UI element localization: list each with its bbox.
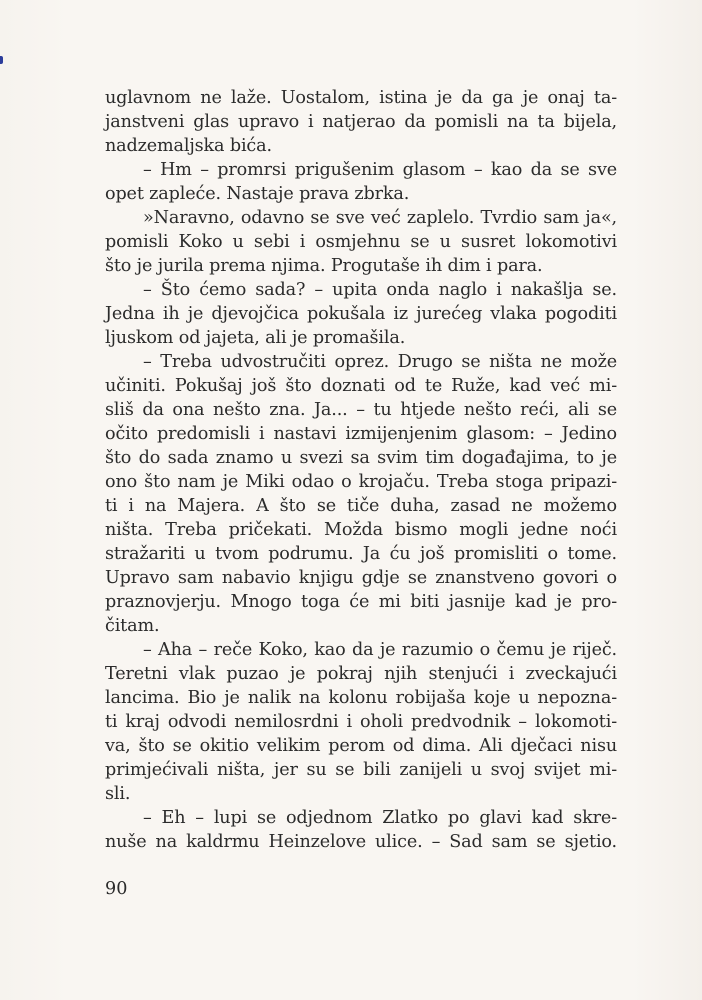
page-edge-mark <box>0 56 3 64</box>
text-line: što do sada znamo u svezi sa svim tim događajima, to je <box>105 448 617 468</box>
text-line: stražariti u tvom podrumu. Ja ću još promisliti o tome. <box>105 544 617 564</box>
text-line: čitam. <box>105 616 160 636</box>
text-line: Upravo sam nabavio knjigu gdje se znanstveno govori o <box>105 568 617 588</box>
text-line: ljuskom od jajeta, ali je promašila. <box>105 328 406 348</box>
text-line: – Eh – lupi se odjednom Zlatko po glavi kad skre- <box>143 808 617 828</box>
text-line: ti kraj odvodi nemilosrdni i oholi predvodnik – lokomoti- <box>105 712 617 732</box>
text-line: učiniti. Pokušaj još što doznati od te Ruže, kad već mi- <box>105 376 617 396</box>
text-line: – Hm – promrsi prigušenim glasom – kao da se sve <box>143 160 617 180</box>
text-line: praznovjerju. Mnogo toga će mi biti jasnije kad je pro- <box>105 592 617 612</box>
text-line: va, što se okitio velikim perom od dima. Ali dječaci nisu <box>105 736 617 756</box>
text-line: očito predomisli i nastavi izmijenjenim glasom: – Jedino <box>105 424 617 444</box>
text-line: »Naravno, odavno se sve već zaplelo. Tvrdio sam ja«, <box>143 208 617 228</box>
text-line: sliš da ona nešto zna. Ja... – tu htjede nešto reći, ali se <box>105 400 617 420</box>
text-line: nadzemaljska bića. <box>105 136 272 156</box>
text-line: ti i na Majera. A što se tiče duha, zasad ne možemo <box>105 496 617 516</box>
text-line: – Što ćemo sada? – upita onda naglo i nakašlja se. <box>143 280 617 300</box>
text-line: – Aha – reče Koko, kao da je razumio o čemu je riječ. <box>143 640 617 660</box>
page-number: 90 <box>105 879 128 899</box>
text-line: što je jurila prema njima. Progutaše ih dim i para. <box>105 256 543 276</box>
body-text <box>105 86 617 854</box>
text-line: Jedna ih je djevojčica pokušala iz jurećeg vlaka pogoditi <box>105 304 617 324</box>
text-line: primjećivali ništa, jer su se bili zanijeli u svoj svijet mi- <box>105 760 617 780</box>
text-line: opet zapleće. Nastaje prava zbrka. <box>105 184 410 204</box>
text-line: pomisli Koko u sebi i osmjehnu se u susret lokomotivi <box>105 232 617 252</box>
text-line: – Treba udvostručiti oprez. Drugo se ništa ne može <box>143 352 617 372</box>
text-line: uglavnom ne laže. Uostalom, istina je da ga je onaj ta- <box>105 88 617 108</box>
text-line: sli. <box>105 784 131 804</box>
text-line: ništa. Treba pričekati. Možda bismo mogli jedne noći <box>105 520 617 540</box>
text-line: Teretni vlak puzao je pokraj njih stenjući i zveckajući <box>105 664 617 684</box>
text-line: ono što nam je Miki odao o krojaču. Treba stoga pripazi- <box>105 472 617 492</box>
text-line: nuše na kaldrmu Heinzelove ulice. – Sad sam se sjetio. <box>105 832 617 852</box>
text-line: lancima. Bio je nalik na kolonu robijaša koje u nepozna- <box>105 688 617 708</box>
text-line: janstveni glas upravo i natjerao da pomisli na ta bijela, <box>105 112 617 132</box>
